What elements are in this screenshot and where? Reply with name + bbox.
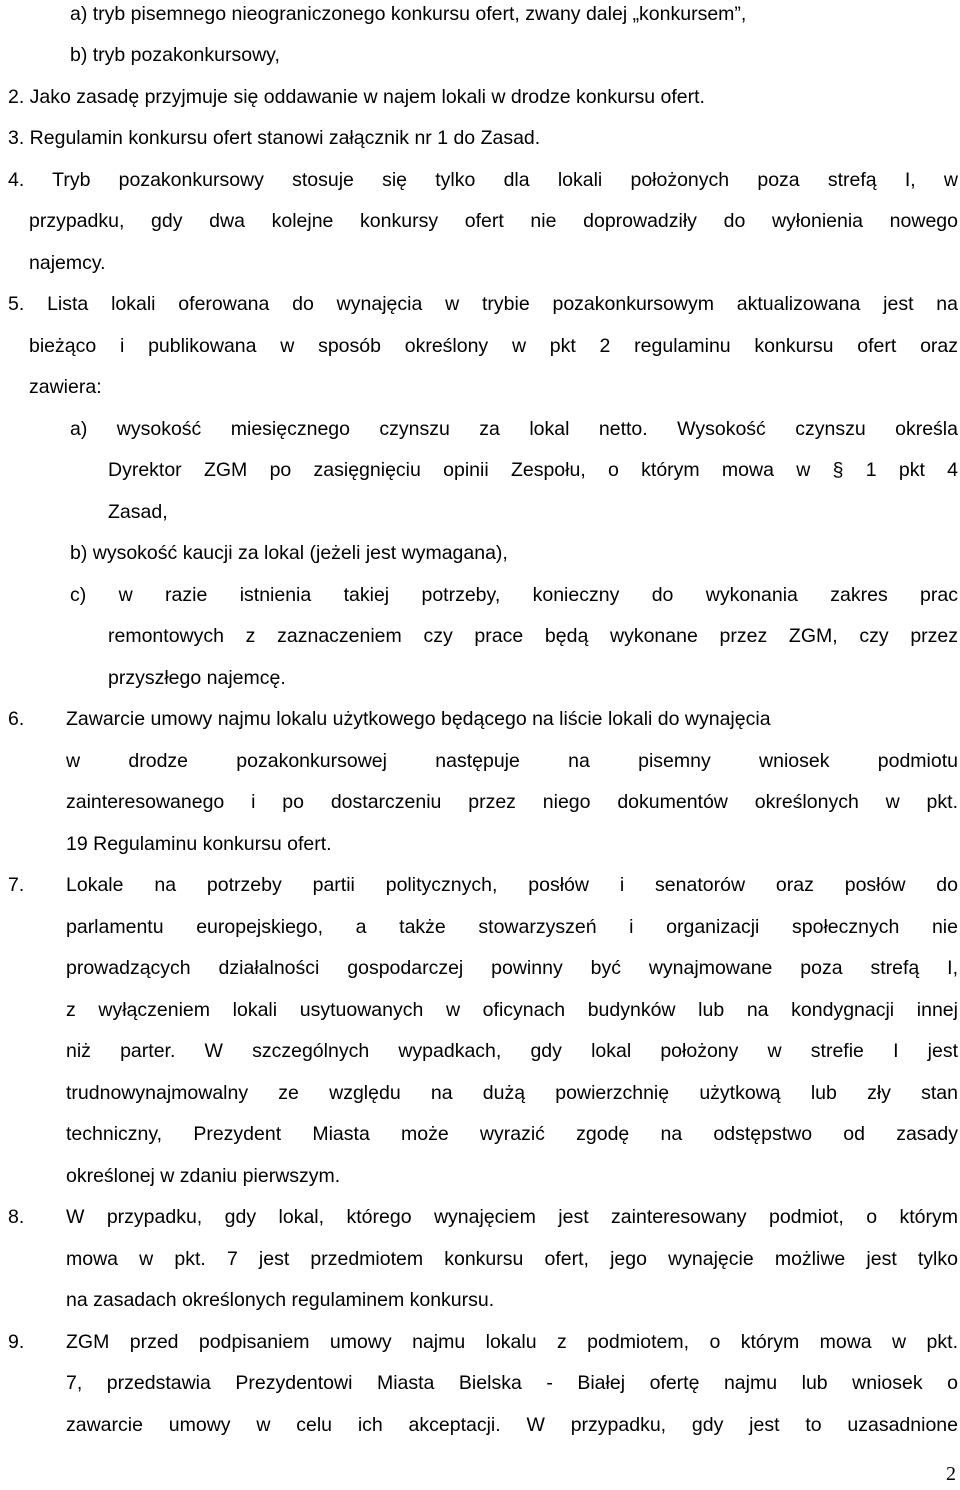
text-line: c) w razie istnienia takiej potrzeby, konieczny do wykonania zakres prac — [70, 584, 958, 606]
text-line: na zasadach określonych regulaminem konkursu. — [66, 1289, 495, 1311]
text-line: ZGM przed podpisaniem umowy najmu lokalu z podmiotem, o którym mowa w pkt. — [66, 1331, 958, 1353]
text-line: 7, przedstawia Prezydentowi Miasta Bielska - Białej ofertę najmu lub wniosek o — [66, 1372, 958, 1394]
text-line: Dyrektor ZGM po zasięgnięciu opinii Zespołu, o którym mowa w § 1 pkt 4 — [108, 459, 958, 481]
text-line: niż parter. W szczególnych wypadkach, gdy lokal położony w strefie I jest — [66, 1040, 958, 1062]
item-number: 9. — [8, 1331, 25, 1353]
item-number: 6. — [8, 708, 25, 730]
text-line: zawarcie umowy w celu ich akceptacji. W przypadku, gdy jest to uzasadnione — [66, 1414, 958, 1436]
text-line: a) wysokość miesięcznego czynszu za lokal netto. Wysokość czynszu określa — [70, 418, 958, 440]
text-line: mowa w pkt. 7 jest przedmiotem konkursu ofert, jego wynajęcie możliwe jest tylko — [66, 1248, 958, 1270]
text-line: W przypadku, gdy lokal, którego wynajęciem jest zainteresowany podmiot, o którym — [66, 1206, 958, 1228]
text-line: 19 Regulaminu konkursu ofert. — [66, 833, 332, 855]
text-line: trudnowynajmowalny ze względu na dużą powierzchnię użytkową lub zły stan — [66, 1082, 958, 1104]
text-line: w drodze pozakonkursowej następuje na pisemny wniosek podmiotu — [66, 750, 958, 772]
text-line: określonej w zdaniu pierwszym. — [66, 1165, 341, 1187]
text-line: 4. Tryb pozakonkursowy stosuje się tylko dla lokali położonych poza strefą I, w — [8, 169, 958, 191]
text-line: z wyłączeniem lokali usytuowanych w oficynach budynków lub na kondygnacji innej — [66, 999, 958, 1021]
text-line: bieżąco i publikowana w sposób określony w pkt 2 regulaminu konkursu ofert oraz — [29, 335, 958, 357]
text-line: Zawarcie umowy najmu lokalu użytkowego będącego na liście lokali do wynajęcia — [66, 708, 771, 730]
text-line: prowadzących działalności gospodarczej powinny być wynajmowane poza strefą I, — [66, 957, 958, 979]
text-line: b) tryb pozakonkursowy, — [70, 44, 280, 66]
text-line: 3. Regulamin konkursu ofert stanowi załącznik nr 1 do Zasad. — [8, 127, 541, 149]
text-line: najemcy. — [29, 252, 106, 274]
page-number: 2 — [946, 1463, 956, 1485]
text-line: Lokale na potrzeby partii politycznych, posłów i senatorów oraz posłów do — [66, 874, 958, 896]
item-number: 7. — [8, 874, 25, 896]
text-line: 2. Jako zasadę przyjmuje się oddawanie w najem lokali w drodze konkursu ofert. — [8, 86, 705, 108]
text-line: przyszłego najemcę. — [108, 667, 286, 689]
text-line: techniczny, Prezydent Miasta może wyrazić zgodę na odstępstwo od zasady — [66, 1123, 958, 1145]
text-line: remontowych z zaznaczeniem czy prace będą wykonane przez ZGM, czy przez — [108, 625, 958, 647]
item-number: 8. — [8, 1206, 25, 1228]
text-line: przypadku, gdy dwa kolejne konkursy ofert nie doprowadziły do wyłonienia nowego — [29, 210, 958, 232]
text-line: b) wysokość kaucji za lokal (jeżeli jest wymagana), — [70, 542, 508, 564]
text-line: a) tryb pisemnego nieograniczonego konkursu ofert, zwany dalej „konkursem”, — [70, 3, 747, 25]
text-line: 5. Lista lokali oferowana do wynajęcia w trybie pozakonkursowym aktualizowana jest na — [8, 293, 958, 315]
text-line: parlamentu europejskiego, a także stowarzyszeń i organizacji społecznych nie — [66, 916, 958, 938]
text-line: zainteresowanego i po dostarczeniu przez niego dokumentów określonych w pkt. — [66, 791, 958, 813]
text-line: Zasad, — [108, 501, 168, 523]
text-line: zawiera: — [29, 376, 102, 398]
